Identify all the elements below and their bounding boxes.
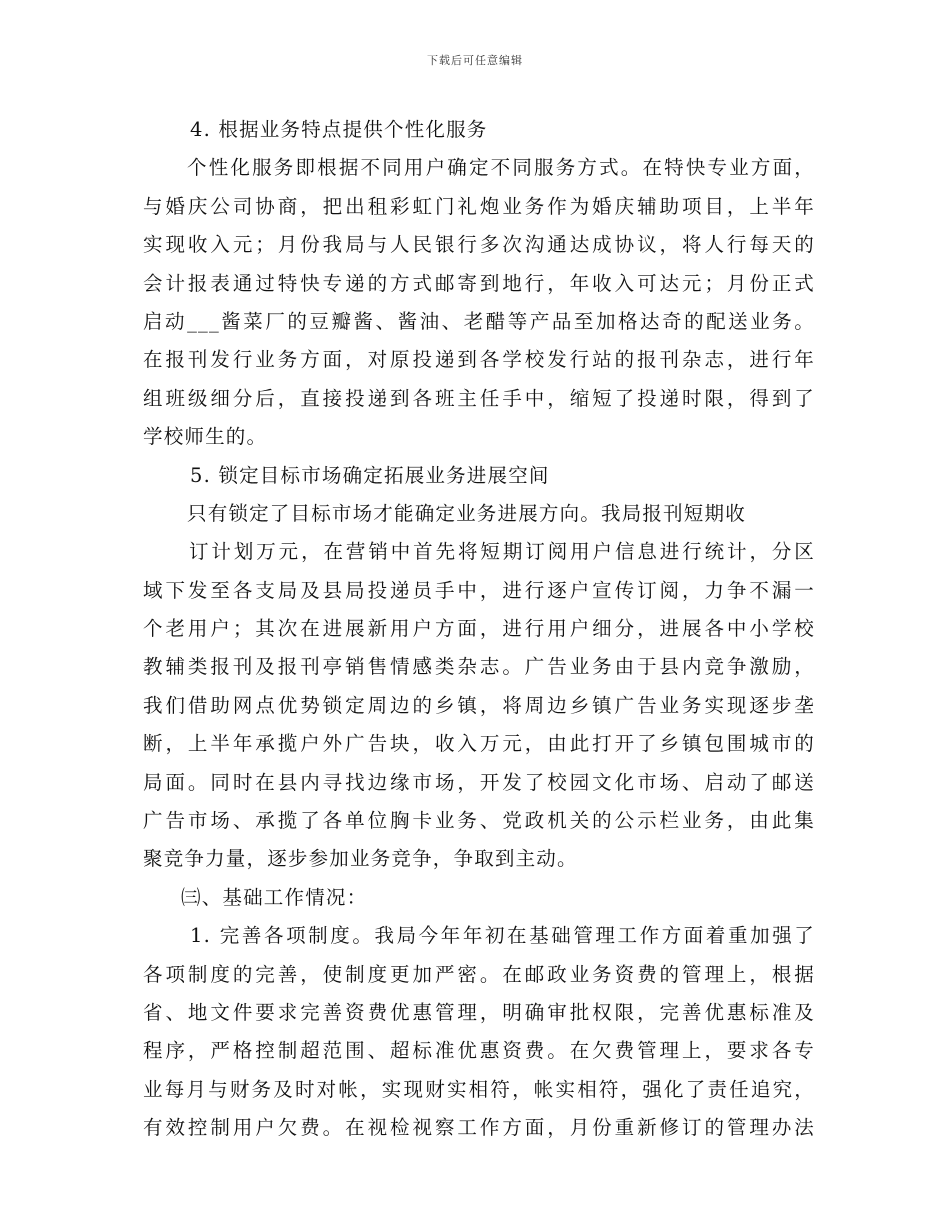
paragraph-line: 程序，严格控制超范围、超标准优惠资费。在欠费管理上，要求各专 [143,1039,815,1063]
paragraph-line: 启动___酱菜厂的豆瓣酱、酱油、老醋等产品至加格达奇的配送业务。 [143,309,815,333]
paragraph-line: 学校师生的。 [143,425,268,449]
section-heading-3: ㈢、基础工作情况： [181,885,368,909]
paragraph-line: 组班级细分后，直接投递到各班主任手中，缩短了投递时限，得到了 [143,386,815,410]
page-header: 下载后可任意编辑 [427,54,523,67]
paragraph-line: 个老用户；其次在进展新用户方面，进行用户细分，进展各中小学校 [143,617,815,641]
paragraph-line: 个性化服务即根据不同用户确定不同服务方式。在特快专业方面， [187,156,815,180]
paragraph-line: 聚竞争力量，逐步参加业务竞争，争取到主动。 [143,847,578,871]
paragraph-line: 域下发至各支局及县局投递员手中，进行逐户宣传订阅，力争不漏一 [143,578,815,602]
paragraph-line: 有效控制用户欠费。在视检视察工作方面，月份重新修订的管理办法 [143,1116,815,1140]
paragraph-line: 省、地文件要求完善资费优惠管理，明确审批权限，完善优惠标准及 [143,1000,815,1024]
paragraph-line: 业每月与财务及时对帐，实现财实相符，帐实相符，强化了责任追究， [143,1077,815,1101]
section-heading-5: 5. 锁定目标市场确定拓展业务进展空间 [190,463,550,487]
paragraph-line: 在报刊发行业务方面，对原投递到各学校发行站的报刊杂志，进行年 [143,348,815,372]
paragraph-line: 与婚庆公司协商，把出租彩虹门礼炮业务作为婚庆辅助项目，上半年 [143,194,815,218]
paragraph-line: 各项制度的完善，使制度更加严密。在邮政业务资费的管理上，根据 [143,962,815,986]
section-heading-4: 4. 根据业务特点提供个性化服务 [190,118,488,141]
document-body [143,111,815,1148]
paragraph-line: 我们借助网点优势锁定周边的乡镇，将周边乡镇广告业务实现逐步垄 [143,693,815,717]
paragraph-line: 教辅类报刊及报刊亭销售情感类杂志。广告业务由于县内竞争激励， [143,655,815,679]
paragraph-line: 只有锁定了目标市场才能确定业务进展方向。我局报刊短期收 [187,501,746,525]
paragraph-line: 广告市场、承揽了各单位胸卡业务、党政机关的公示栏业务，由此集 [143,809,815,833]
paragraph-line: 实现收入元；月份我局与人民银行多次沟通达成协议，将人行每天的 [143,233,815,257]
paragraph-line: 订计划万元，在营销中首先将短期订阅用户信息进行统计，分区 [189,540,815,564]
paragraph-line: 断，上半年承揽户外广告块，收入万元，由此打开了乡镇包围城市的 [143,732,815,756]
paragraph-line: 局面。同时在县内寻找边缘市场，开发了校园文化市场、启动了邮送 [143,770,815,794]
paragraph-line: 1. 完善各项制度。我局今年年初在基础管理工作方面着重加强了 [190,924,815,948]
paragraph-line: 会计报表通过特快专递的方式邮寄到地行，年收入可达元；月份正式 [143,271,815,295]
